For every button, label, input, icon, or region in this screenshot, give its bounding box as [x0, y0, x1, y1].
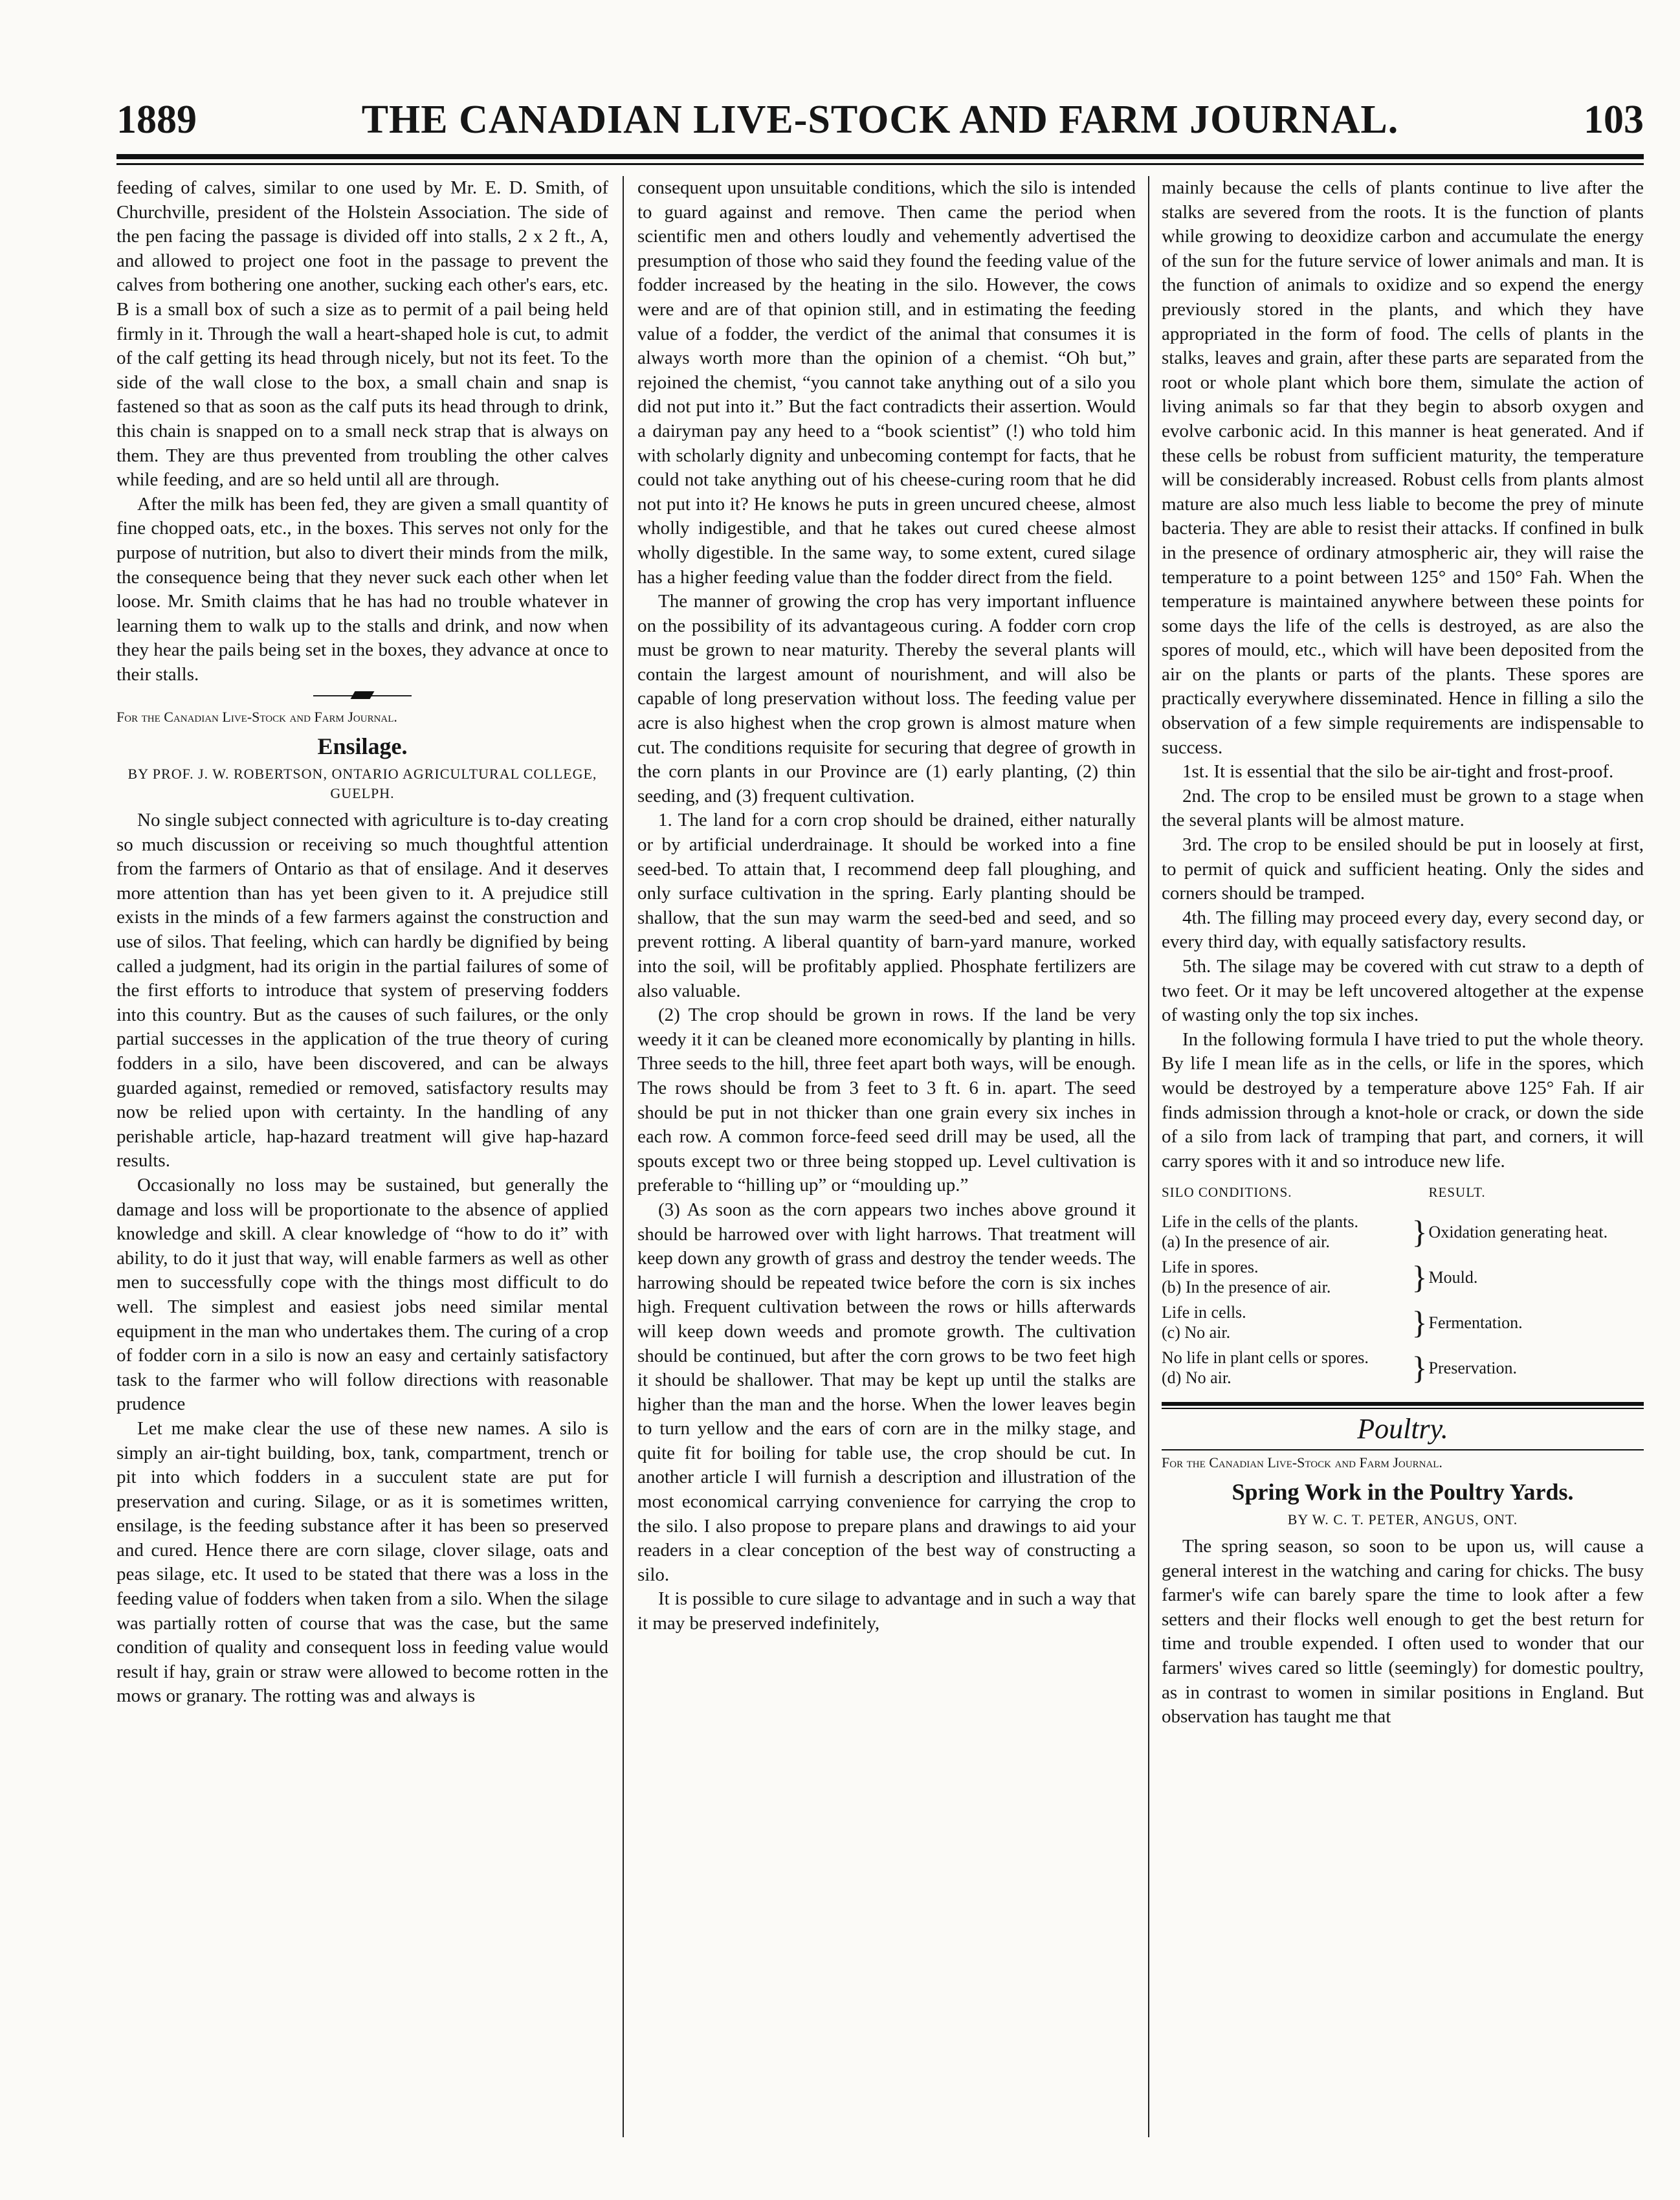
- table-row: [1162, 1345, 1644, 1390]
- paragraph: After the milk has been fed, they are given a small quantity of fine chopped oats, etc., in the boxes. This serves not only for the purpose of nutrition, but also to divert their minds from the milk, the consequence being that they never suck each other when let loose. Mr. Smith claims that he has had no trouble whatever in learning them to walk up to the stalls and drink, and now when they hear the pails being set in the boxes, they advance at once to their stalls.: [116, 493, 608, 685]
- result-cell: Fermentation.: [1428, 1313, 1523, 1332]
- condition-line: (d) No air.: [1162, 1368, 1232, 1388]
- column-divider-1: [623, 176, 624, 2137]
- paragraph: No single subject connected with agriculture is to-day creating so much discussion or receiving so much thoughtful attention from the farmers of Ontario as that of ensilage. And it deserves more attention than has yet been given to it. A prejudice still exists in the minds of a few farmers against the construction and use of silos. That feeling, which can hardly be dignified by being called a judgment, had its origin in the partial failures of some of the first efforts to introduce that system of preserving fodders into this country. But as the causes of such failures, or the only partial successes in the application of the true theory of curing fodders in a silo, have been discovered, and can be always guarded against, remedied or removed, satisfactory results may now be relied upon with certainty. In the handling of any perishable article, hap-hazard treatment will give hap-hazard results.: [116, 810, 608, 1172]
- article-title-poultry-yards: Spring Work in the Poultry Yards.: [1232, 1478, 1574, 1505]
- table-header-conditions: SILO CONDITIONS.: [1162, 1184, 1292, 1201]
- result-cell: Oxidation generating heat.: [1428, 1222, 1608, 1241]
- column-1: [116, 176, 608, 2144]
- condition-line: Life in spores.: [1162, 1258, 1259, 1277]
- paragraph: (2) The crop should be grown in rows. If the land be very weedy it it can be cleaned more economically by planting in hills. Three seeds to the hill, three feet apart both ways, will be enough. The rows should be from 3 feet to 3 ft. 6 in. apart. The seed should be put in not thicker than one grain every six inches in each row. A common force-feed seed drill may be used, all the spouts except two or three being stopped up. Level cultivation is preferable to “hilling up” or “moulding up.”: [637, 1005, 1136, 1196]
- brace-glyph: }: [1411, 1259, 1428, 1296]
- header-page-number: 103: [1584, 98, 1644, 142]
- column-3: [1162, 176, 1644, 2144]
- paragraph: Occasionally no loss may be sustained, but generally the damage and loss will be proportionate to the absence of applied knowledge and skill. A clear knowledge of “how to do it” with ability, to do it just that way, will enable farmers as well as other men to successfully cope with the things most difficult to do well. The simplest and easiest jobs need similar mental equipment in the man who undertakes them. The curing of a crop of fodder corn in a silo is now an easy and certainly satisfactory task to the farmer who will follow directions with reasonable prudence: [116, 1174, 608, 1415]
- header-title: THE CANADIAN LIVE-STOCK AND FARM JOURNAL.: [361, 98, 1399, 142]
- paragraph: consequent upon unsuitable conditions, which the silo is intended to guard against and remove. Then came the period when scientific men and others loudly and vehemently advertised the presumption of those who said they found the feeding value of the fodder increased by the heating in the silo. However, the cows were and are of that opinion still, and in estimating the feeding value of a fodder, the verdict of the animal that consumes it is always worth more than the opinion of a chemist. “Oh but,” rejoined the chemist, “you cannot take anything out of a silo you did not put into it.” But the fact contradicts their assertion. Would a dairyman pay any heed to a “book scientist” (!) who told him with scholarly dignity and unbecoming contempt for facts, that he could not take anything out of his cheese-curing room that he did not put into it? He knows he puts in green uncured cheese, almost wholly indigestible, and that he takes out cured cheese almost wholly digestible. In the same way, to some extent, cured silage has a higher feeding value than the fodder direct from the field.: [637, 177, 1136, 588]
- condition-line: (a) In the presence of air.: [1162, 1232, 1330, 1252]
- article-title-ensilage: Ensilage.: [317, 733, 408, 760]
- result-cell: Preservation.: [1428, 1358, 1518, 1377]
- condition-line: (b) In the presence of air.: [1162, 1278, 1331, 1297]
- condition-line: Life in the cells of the plants.: [1162, 1212, 1358, 1232]
- brace-glyph: }: [1411, 1214, 1428, 1250]
- table-row: [1162, 1254, 1644, 1300]
- condition-line: Life in cells.: [1162, 1303, 1246, 1322]
- paragraph: mainly because the cells of plants continue to live after the stalks are severed from the roots. It is the function of plants while growing to deoxidize carbon and accumulate the energy of the sun for the future service of lower animals and man. It is the function of animals to oxidize and so expend the energy previously stored in the plants, and which they have appropriated in the form of food. The cells of plants in the stalks, leaves and grain, after these parts are separated from the root or whole plant which bore them, simulate the action of living animals so far that they begin to absorb oxygen and evolve carbonic acid. In this manner is heat generated. And if these cells be robust from sufficient maturity, the temperature will be considerably increased. Robust cells from plants almost mature are also much less liable to become the prey of minute bacteria. They are able to resist their attacks. If confined in bulk in the presence of ordinary atmospheric air, they will raise the temperature to a point between 125° and 150° Fah. When the temperature is maintained anywhere between these points for some days the life of the cells is destroyed, as are also the spores of mould, etc., which will have been deposited from the air on the plants or parts of the plants. These spores are practically everywhere disseminated. Hence in filling a silo the observation of a few simple requirements are indispensable to success.: [1162, 177, 1644, 758]
- section-title-poultry: Poultry.: [1357, 1413, 1448, 1445]
- rule-item: 2nd. The crop to be ensiled must be grown to a stage when the several plants will be almost mature.: [1162, 785, 1644, 831]
- header-rule-thick: [116, 154, 1644, 159]
- article-byline: BY PROF. J. W. ROBERTSON, ONTARIO AGRICULTURAL COLLEGE, GUELPH.: [127, 766, 597, 802]
- column-2: [637, 176, 1136, 2144]
- condition-line: No life in plant cells or spores.: [1162, 1348, 1369, 1368]
- table-row: [1162, 1209, 1644, 1254]
- poultry-section: [1162, 1402, 1644, 1450]
- rule-item: 3rd. The crop to be ensiled should be put in loosely at first, to permit of quick and sufficient heating. Only the sides and corners should be tramped.: [1162, 834, 1644, 904]
- header-rule-thin: [116, 163, 1644, 165]
- paragraph: (3) As soon as the corn appears two inches above ground it should be harrowed over with light harrows. That treatment will keep down any growth of grass and destroy the tender weeds. The harrowing should be repeated twice before the corn is six inches high. Frequent cultivation between the rows or hills afterwards will keep down weeds and promote growth. The cultivation should be continued, but after the corn grows to be two feet high it should be shallower. That may be kept up until the stalks are higher than the man and the horse. When the lower leaves begin to turn yellow and the ears of corn are in the milky stage, and quite fit for boiling for table use, the crop should be cut. In another article I will furnish a description and illustration of the most economical carrying convenience for carrying the crop to the silo. I also propose to prepare plans and drawings to aid your readers in a clear conception of the best way of constructing a silo.: [637, 1199, 1136, 1585]
- article-credit: For the Canadian Live-Stock and Farm Journal.: [116, 709, 397, 726]
- condition-line: (c) No air.: [1162, 1323, 1231, 1342]
- paragraph: It is possible to cure silage to advantage and in such a way that it may be preserved indefinitely,: [637, 1588, 1136, 1634]
- section-rule: [1162, 1402, 1644, 1406]
- rule-item: 4th. The filling may proceed every day, every second day, or every third day, with equally satisfactory results.: [1162, 907, 1644, 953]
- column-divider-2: [1148, 176, 1149, 2137]
- header-year: 1889: [116, 98, 197, 142]
- table-header-result: RESULT.: [1428, 1184, 1486, 1201]
- paragraph: The spring season, so soon to be upon us, will cause a general interest in the watching and caring for chicks. The busy farmer's wife can barely spare the time to look after a few setters and their flocks well enough to get the best return for time and trouble expended. I often used to wonder that our farmers' wives cared so little (seemingly) for domestic poultry, as in contrast to women in similar positions in England. But observation has taught me that: [1162, 1535, 1644, 1728]
- paragraph: The manner of growing the crop has very important influence on the possibility of its advantageous curing. A fodder corn crop must be grown to near maturity. Thereby the several plants will contain the largest amount of nourishment, and will also be capable of long preservation without loss. The feeding value per acre is also highest when the crop grown is almost mature when cut. The conditions requisite for securing that degree of growth in the corn plants in our Province are (1) early planting, (2) thin seeding, and (3) frequent cultivation.: [637, 591, 1136, 806]
- table-row: [1162, 1300, 1644, 1345]
- rule-item: 5th. The silage may be covered with cut straw to a depth of two feet. Or it may be left uncovered altogether at the expense of wasting only the top six inches.: [1162, 956, 1644, 1026]
- rule-item: 1st. It is essential that the silo be air-tight and frost-proof.: [1182, 761, 1614, 783]
- article-credit: For the Canadian Live-Stock and Farm Journal.: [1162, 1454, 1442, 1471]
- paragraph: Let me make clear the use of these new names. A silo is simply an air-tight building, box, tank, compartment, trench or pit into which fodders in a succulent state are put for preservation and curing. Silage, or as it is sometimes written, ensilage, is the feeding substance after it has been so preserved and cured. Hence there are corn silage, clover silage, oats and peas silage, etc. It used to be stated that there was a loss in the feeding value of fodders when taken from a silo. When the silage was partially rotten of course that was the case, but the same condition of quality and consequent loss in feeding value would result if hay, grain or straw were allowed to become rotten in the mows or granary. The rotting was and always is: [116, 1417, 608, 1707]
- paragraph: 1. The land for a corn crop should be drained, either naturally or by artificial underdrainage. It should be worked into a fine seed-bed. To attain that, I recommend deep fall ploughing, and only surface cultivation in the spring. Early planting should be shallow, that the sun may warm the seed-bed and seed, and so prevent rotting. A liberal quantity of barn-yard manure, worked into the soil, will be profitably applied. Phosphate fertilizers are also valuable.: [637, 810, 1136, 1001]
- brace-glyph: }: [1411, 1304, 1428, 1341]
- article-byline: BY W. C. T. PETER, ANGUS, ONT.: [1287, 1511, 1518, 1528]
- separator-ornament: [116, 687, 608, 705]
- paragraph: feeding of calves, similar to one used by Mr. E. D. Smith, of Churchville, president of the Holstein Association. The side of the pen facing the passage is divided off into stalls, 2 x 2 ft., A, and allowed to project one foot in the passage to prevent the calves from bothering one another, sucking each other's ears, etc. B is a small box of such a size as to permit of a pail being held firmly in it. Through the wall a heart-shaped hole is cut, to admit of the calf getting its head through nicely, but not its feet. To the side of the wall close to the box, a small chain and snap is fastened so that as soon as the calf puts its head through to drink, this chain is snapped on to a small neck strap that is always on them. They are thus prevented from troubling the other calves while feeding, and are so held until all are through.: [116, 177, 608, 491]
- result-cell: Mould.: [1428, 1267, 1478, 1287]
- paragraph: In the following formula I have tried to put the whole theory. By life I mean life as in the cells, or life in the spores, which would be destroyed by a temperature above 125° Fah. If air finds admission through a knot-hole or crack, or down the side of a silo from lack of tramping that part, and corners, it will carry spores with it and so introduce new life.: [1162, 1028, 1644, 1172]
- silo-conditions-table: [1162, 1180, 1644, 1390]
- brace-glyph: }: [1411, 1350, 1428, 1386]
- page-header: [116, 97, 1644, 149]
